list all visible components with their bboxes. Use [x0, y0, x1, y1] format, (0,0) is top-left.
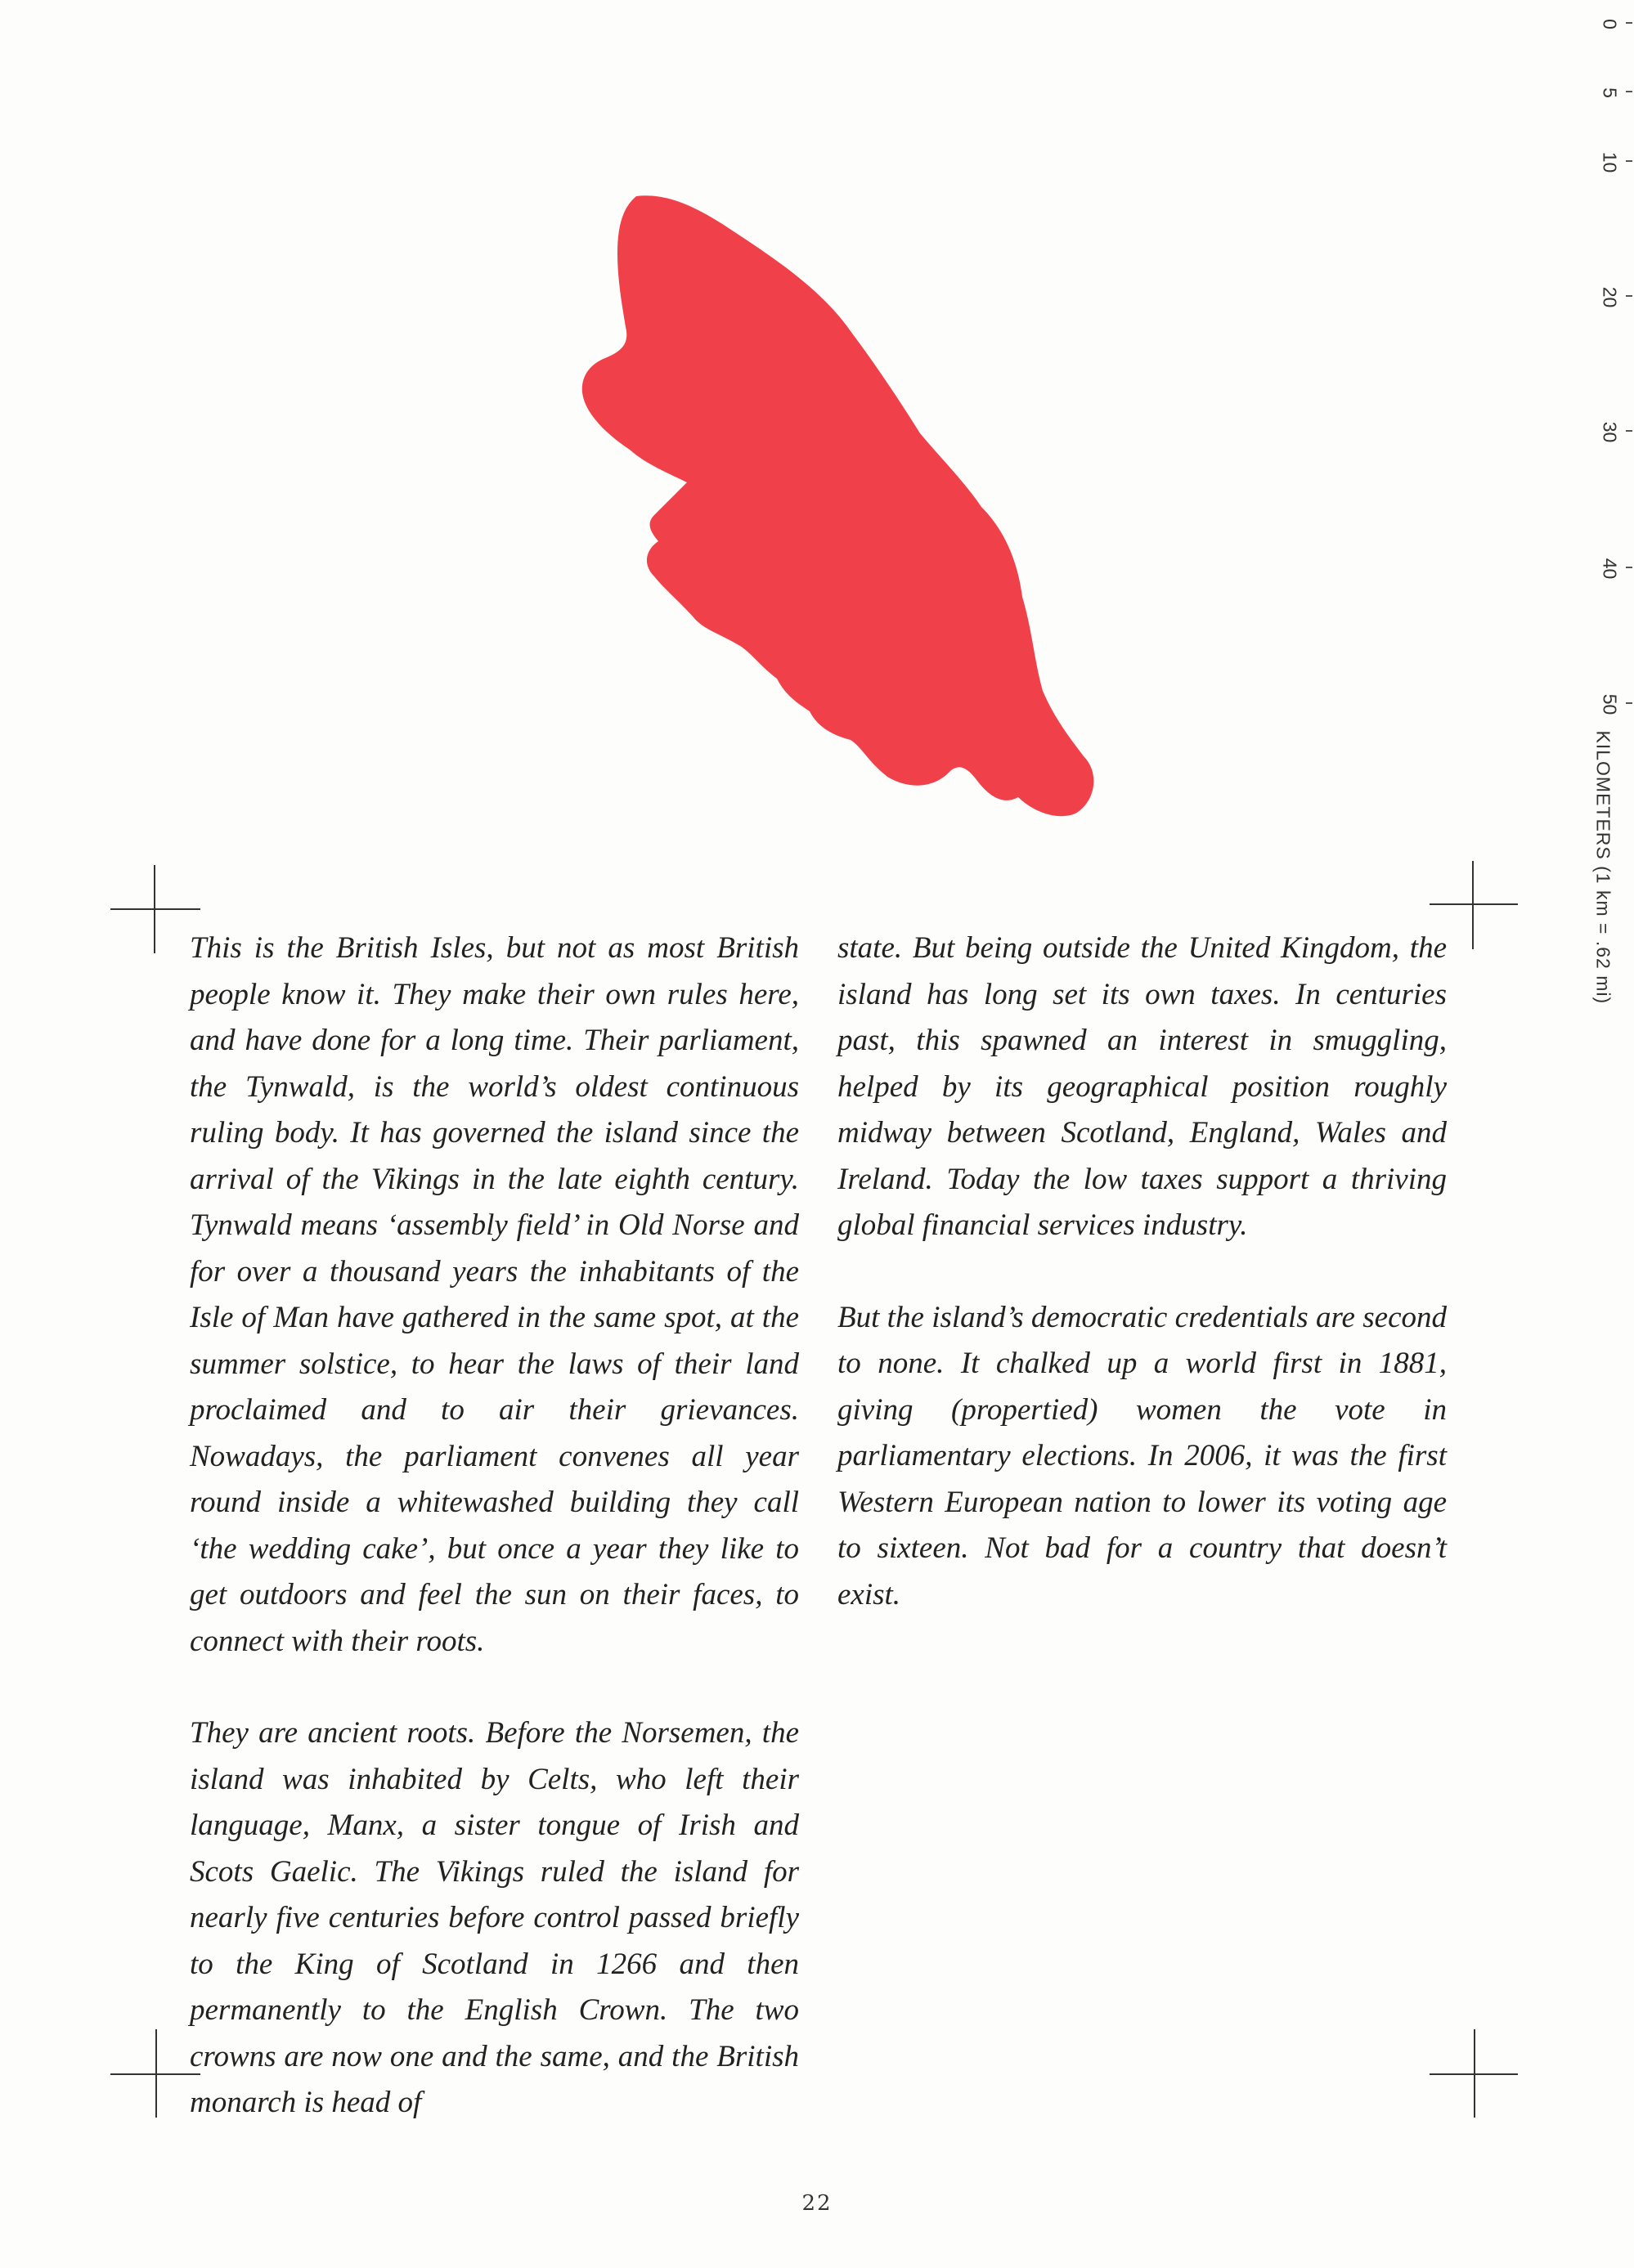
scale-tick — [1626, 22, 1632, 24]
scale-tick — [1626, 702, 1632, 704]
page-number: 22 — [801, 2191, 833, 2216]
scale-tick — [1626, 295, 1632, 297]
scale-tick-label: 0 — [1599, 19, 1621, 29]
scale-tick-label: 30 — [1599, 421, 1621, 443]
paragraph: They are ancient roots. Before the Norsemen, the island was inhabited by Celts, who left their language, Manx, a sister tongue of Irish and Scots Gaelic. The Vikings ruled the island for nearly five centuries before control passed briefly to the King of Scotland in 1266 and then permanently to the English Crown. The two crowns are now one and the same, and the British monarch is head of — [190, 1716, 799, 2119]
scale-tick-label: 5 — [1599, 87, 1621, 98]
paragraph: This is the British Isles, but not as most British people know it. They make their own rules here, and have done for a long time. Their parliament, the Tynwald, is the world’s oldest continuous ruling body. It has governed the island since the arrival of the Vikings in the late eighth century. Tynwald means ‘assembly field’ in Old Norse and for over a thousand years the inhabitants of the Isle of Man have gathered in the same spot, at the summer solstice, to hear the laws of their land proclaimed and to air their grievances. Nowadays, the parliament convenes all year round inside a whitewashed building they call ‘the wedding cake’, but once a year they like to get outdoors and feel the sun on their faces, to connect with their roots. — [190, 931, 799, 1658]
scale-tick-label: 20 — [1599, 286, 1621, 308]
scale-tick-label: 50 — [1599, 693, 1621, 715]
scale-tick — [1626, 160, 1632, 162]
crop-mark-top-right-v — [1472, 861, 1474, 949]
scale-tick-label: 10 — [1599, 151, 1621, 173]
crop-mark-bottom-left-v — [155, 2029, 157, 2118]
paragraph: state. But being outside the United Kingdom, the island has long set its own taxes. In centuries past, this spawned an interest in smuggling, helped by its geographical position roughly midway between Scotland, England, Wales and Ireland. Today the low taxes support a thriving global financial services industry. — [837, 931, 1447, 1242]
scale-bar-label: KILOMETERS (1 km = .62 mi) — [1592, 730, 1614, 1005]
paragraph: But the island’s democratic credentials are second to none. It chalked up a world first in 1881, giving (propertied) women the vote in parliamentary elections. In 2006, it was the first Western European nation to lower its voting age to sixteen. Not bad for a country that doesn’t exist. — [837, 1300, 1447, 1611]
crop-mark-top-left-v — [154, 865, 155, 953]
scale-tick — [1626, 430, 1632, 432]
text-column-right — [837, 926, 1447, 1664]
text-column-left — [190, 926, 799, 2172]
crop-mark-top-right-h — [1430, 903, 1518, 905]
scale-tick — [1626, 567, 1632, 568]
isle-of-man-map — [564, 188, 1104, 834]
crop-mark-top-left-h — [110, 908, 200, 910]
scale-tick — [1626, 91, 1632, 92]
crop-mark-bottom-right-v — [1474, 2029, 1475, 2118]
scale-tick-label: 40 — [1599, 558, 1621, 580]
island-shape — [582, 195, 1094, 816]
